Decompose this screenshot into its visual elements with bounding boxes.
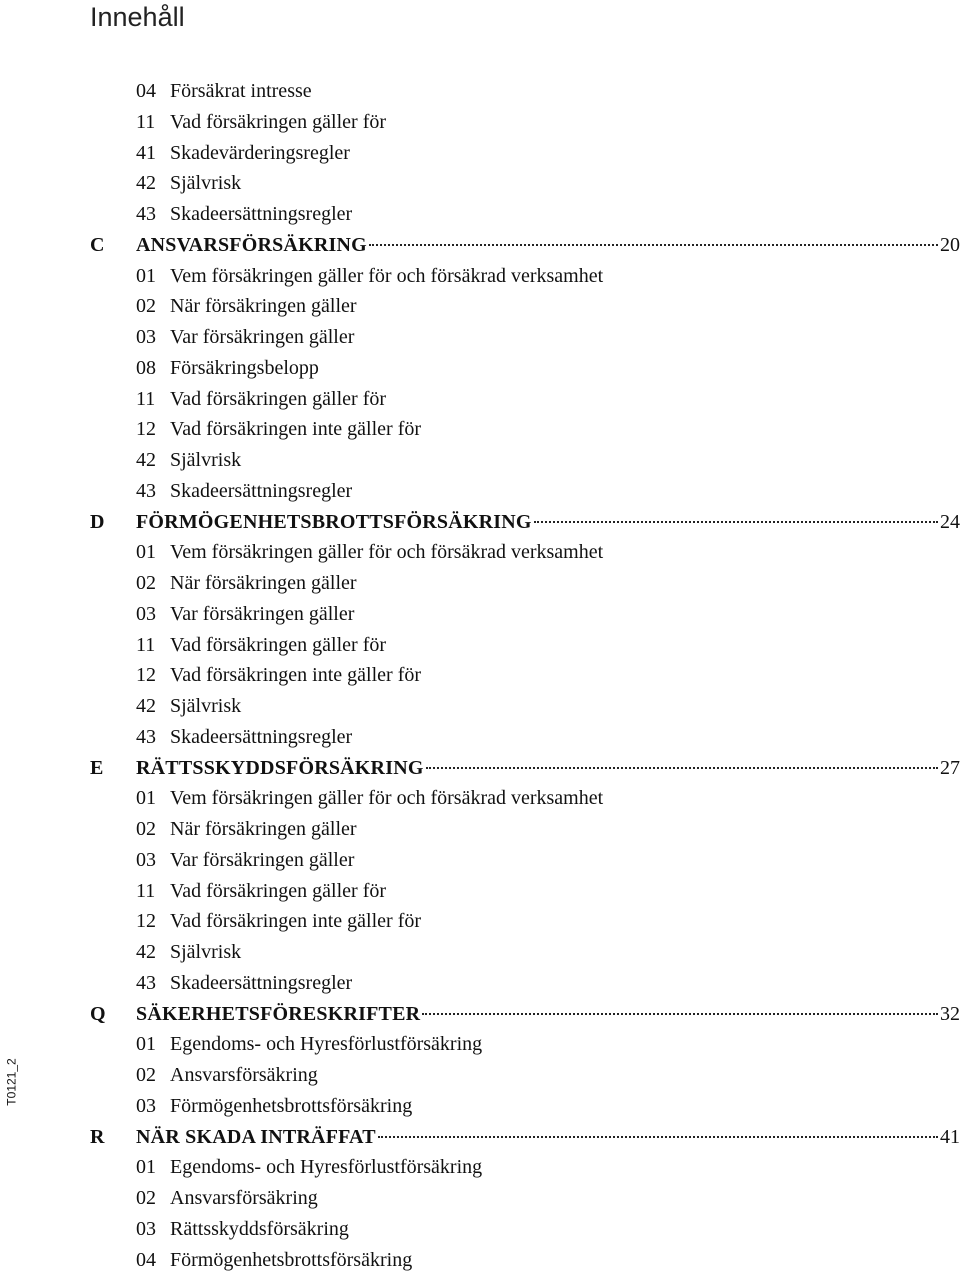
- toc-item-number: 43: [136, 971, 156, 994]
- page-title: Innehåll: [90, 2, 185, 32]
- toc-item-text: Skadeersättningsregler: [170, 479, 353, 502]
- toc-item-number: 02: [136, 818, 156, 840]
- toc-item-number: 43: [136, 725, 156, 748]
- toc-item-text: Vad försäkringen gäller för: [170, 110, 387, 133]
- toc-item-content: [136, 599, 354, 630]
- toc-item-content: [136, 261, 603, 292]
- toc-item-content: [136, 876, 386, 907]
- section-line: [136, 507, 960, 538]
- toc-item-number: 03: [136, 1217, 156, 1240]
- toc-item-text: Självrisk: [170, 449, 242, 471]
- toc-item-number: 12: [136, 418, 156, 441]
- section-letter: R: [90, 1125, 105, 1148]
- toc-item[interactable]: [0, 876, 960, 907]
- toc-item-text: Försäkrat intresse: [170, 80, 312, 102]
- toc-item[interactable]: [0, 1060, 960, 1091]
- toc-item-number: 11: [136, 110, 156, 133]
- toc-item-content: [136, 445, 241, 476]
- toc-item-text: Vad försäkringen gäller för: [170, 633, 387, 656]
- toc-item-number: 11: [136, 387, 156, 410]
- toc-item-text: Ansvarsförsäkring: [170, 1064, 318, 1086]
- toc-section-e[interactable]: [0, 753, 960, 784]
- toc-item-content: [136, 722, 352, 753]
- toc-item-text: Ansvarsförsäkring: [170, 1187, 318, 1209]
- toc-item-text: När försäkringen gäller: [170, 572, 357, 594]
- toc-item-content: [136, 845, 354, 876]
- toc-item-content: [136, 1214, 349, 1245]
- toc-item-number: 02: [136, 1064, 156, 1086]
- toc-item-content: [136, 630, 386, 661]
- toc-item-text: Skadeersättningsregler: [170, 203, 353, 225]
- toc-item-content: [136, 291, 357, 322]
- toc-section-c[interactable]: [0, 230, 960, 261]
- section-line: [136, 230, 960, 261]
- toc-item-content: [136, 1091, 412, 1122]
- section-title: FÖRMÖGENHETSBROTTSFÖRSÄKRING: [136, 510, 532, 533]
- toc-item-content: [136, 168, 241, 199]
- section-page-number: 32: [940, 1002, 960, 1025]
- toc-item-number: 01: [136, 1033, 156, 1056]
- toc-item-content: [136, 107, 386, 138]
- toc-item-text: Vad försäkringen inte gäller för: [170, 664, 422, 687]
- toc-item-content: [136, 783, 603, 814]
- toc-item-content: [136, 1029, 482, 1060]
- toc-item-content: [136, 384, 386, 415]
- toc-item-content: [136, 353, 319, 384]
- toc-item[interactable]: [0, 199, 960, 230]
- toc-item-text: Självrisk: [170, 695, 242, 717]
- dot-leader: [426, 767, 938, 769]
- section-letter: D: [90, 510, 105, 533]
- toc-item-text: Var försäkringen gäller: [170, 602, 355, 625]
- section-line: [136, 1122, 960, 1153]
- toc-item[interactable]: [0, 291, 960, 322]
- toc-item-text: Vem försäkringen gäller för och försäkrad verksamhet: [170, 264, 604, 287]
- section-letter: Q: [90, 1002, 106, 1025]
- toc-item-number: 01: [136, 1156, 156, 1179]
- toc-item-number: 43: [136, 479, 156, 502]
- toc-item-number: 03: [136, 602, 156, 625]
- toc-item[interactable]: [0, 76, 960, 107]
- toc-item-number: 12: [136, 910, 156, 933]
- toc-item-text: Var försäkringen gäller: [170, 326, 355, 348]
- section-line: [136, 999, 960, 1030]
- toc-item-number: 03: [136, 1094, 156, 1117]
- document-code: T0121_2: [5, 1058, 19, 1106]
- toc-item-number: 11: [136, 633, 156, 656]
- toc-item[interactable]: [0, 845, 960, 876]
- toc-item-text: Skadeersättningsregler: [170, 725, 353, 748]
- toc-item-number: 42: [136, 695, 156, 717]
- toc-item-number: 41: [136, 141, 156, 164]
- toc-item[interactable]: [0, 353, 960, 384]
- toc-item[interactable]: [0, 599, 960, 630]
- section-title: SÄKERHETSFÖRESKRIFTER: [136, 1002, 421, 1025]
- toc-item[interactable]: [0, 107, 960, 138]
- section-letter: C: [90, 233, 105, 256]
- toc-item[interactable]: [0, 937, 960, 968]
- toc-item-text: Vad försäkringen gäller för: [170, 879, 387, 902]
- toc-item-content: [136, 76, 312, 107]
- toc-item-content: [136, 968, 352, 999]
- section-title: RÄTTSSKYDDSFÖRSÄKRING: [136, 756, 424, 779]
- toc-item-text: Vad försäkringen inte gäller för: [170, 910, 422, 933]
- toc-item[interactable]: [0, 414, 960, 445]
- toc-item[interactable]: [0, 568, 960, 599]
- toc-item-content: [136, 1245, 412, 1275]
- section-page-number: 24: [940, 510, 960, 533]
- toc-item-text: Egendoms- och Hyresförlustförsäkring: [170, 1033, 483, 1056]
- toc-item-content: [136, 322, 354, 353]
- toc-item[interactable]: [0, 537, 960, 568]
- toc-item-number: 11: [136, 879, 156, 902]
- toc-item[interactable]: [0, 1091, 960, 1122]
- toc-item-content: [136, 1152, 482, 1183]
- toc-item-number: 42: [136, 172, 156, 195]
- section-title: NÄR SKADA INTRÄFFAT: [136, 1125, 376, 1148]
- toc-item[interactable]: [0, 261, 960, 292]
- toc-item-text: Var försäkringen gäller: [170, 848, 355, 871]
- toc-item[interactable]: [0, 968, 960, 999]
- toc-item-number: 42: [136, 941, 156, 963]
- toc-item[interactable]: [0, 168, 960, 199]
- section-title: ANSVARSFÖRSÄKRING: [136, 233, 367, 256]
- section-page-number: 20: [940, 233, 960, 256]
- toc-item[interactable]: [0, 660, 960, 691]
- toc-item-number: 02: [136, 1187, 156, 1209]
- toc-item-number: 08: [136, 356, 156, 379]
- toc-item[interactable]: [0, 445, 960, 476]
- toc-item-content: [136, 568, 357, 599]
- toc-item-text: Skadeersättningsregler: [170, 971, 353, 994]
- toc-item[interactable]: [0, 691, 960, 722]
- toc-item-number: 02: [136, 572, 156, 594]
- toc-item-content: [136, 414, 421, 445]
- toc-item-number: 03: [136, 848, 156, 871]
- toc-item-text: Försäkringsbelopp: [170, 356, 319, 379]
- toc-item-number: 01: [136, 787, 156, 810]
- toc-item-number: 43: [136, 203, 156, 225]
- toc-section-q[interactable]: [0, 999, 960, 1030]
- toc-item-number: 03: [136, 326, 156, 348]
- toc-item-content: [136, 199, 352, 230]
- toc-item[interactable]: [0, 1152, 960, 1183]
- toc-item-content: [136, 691, 241, 722]
- toc-item[interactable]: [0, 630, 960, 661]
- toc-item[interactable]: [0, 783, 960, 814]
- toc-item-text: Självrisk: [170, 172, 242, 195]
- toc-item-content: [136, 537, 603, 568]
- toc-item-text: Egendoms- och Hyresförlustförsäkring: [170, 1156, 483, 1179]
- toc-item-content: [136, 906, 421, 937]
- toc-item[interactable]: [0, 384, 960, 415]
- toc-item-number: 04: [136, 1248, 156, 1271]
- toc-item[interactable]: [0, 1245, 960, 1275]
- toc-item-text: När försäkringen gäller: [170, 295, 357, 318]
- toc-item-number: 01: [136, 541, 156, 564]
- section-line: [136, 753, 960, 784]
- toc-item-content: [136, 937, 241, 968]
- section-page-number: 41: [940, 1125, 960, 1148]
- toc-item[interactable]: [0, 906, 960, 937]
- toc-item[interactable]: [0, 476, 960, 507]
- toc-item[interactable]: [0, 722, 960, 753]
- dot-leader: [378, 1136, 938, 1138]
- toc-item-content: [136, 1183, 318, 1214]
- toc-item-content: [136, 138, 350, 169]
- toc-item-number: 42: [136, 449, 156, 471]
- toc-item[interactable]: [0, 1183, 960, 1214]
- toc-item[interactable]: [0, 322, 960, 353]
- toc-item[interactable]: [0, 1029, 960, 1060]
- toc-item-text: Skadevärderingsregler: [170, 141, 350, 164]
- toc-item[interactable]: [0, 1214, 960, 1245]
- toc-item-content: [136, 814, 357, 845]
- toc-item-text: Förmögenhetsbrottsförsäkring: [170, 1094, 413, 1117]
- toc-item-number: 02: [136, 295, 156, 318]
- toc-section-d[interactable]: [0, 507, 960, 538]
- toc-item-text: Självrisk: [170, 941, 242, 963]
- toc-item-content: [136, 660, 421, 691]
- section-letter: E: [90, 756, 104, 779]
- section-page-number: 27: [940, 756, 960, 779]
- toc-item-text: Förmögenhetsbrottsförsäkring: [170, 1248, 413, 1271]
- toc-item-text: Vem försäkringen gäller för och försäkrad verksamhet: [170, 787, 604, 810]
- table-of-contents: [0, 76, 960, 1275]
- toc-item-content: [136, 476, 352, 507]
- toc-section-r[interactable]: [0, 1122, 960, 1153]
- toc-item-text: Vem försäkringen gäller för och försäkrad verksamhet: [170, 541, 604, 564]
- toc-item[interactable]: [0, 138, 960, 169]
- toc-item-text: Rättsskyddsförsäkring: [170, 1217, 349, 1240]
- document-code-container: [0, 1052, 24, 1112]
- toc-item[interactable]: [0, 814, 960, 845]
- toc-item-number: 12: [136, 664, 156, 687]
- toc-item-text: Vad försäkringen inte gäller för: [170, 418, 422, 441]
- dot-leader: [369, 244, 938, 246]
- toc-item-number: 04: [136, 80, 156, 102]
- toc-item-content: [136, 1060, 318, 1091]
- toc-item-text: Vad försäkringen gäller för: [170, 387, 387, 410]
- dot-leader: [534, 521, 938, 523]
- dot-leader: [422, 1013, 938, 1015]
- toc-item-text: När försäkringen gäller: [170, 818, 357, 840]
- toc-item-number: 01: [136, 264, 156, 287]
